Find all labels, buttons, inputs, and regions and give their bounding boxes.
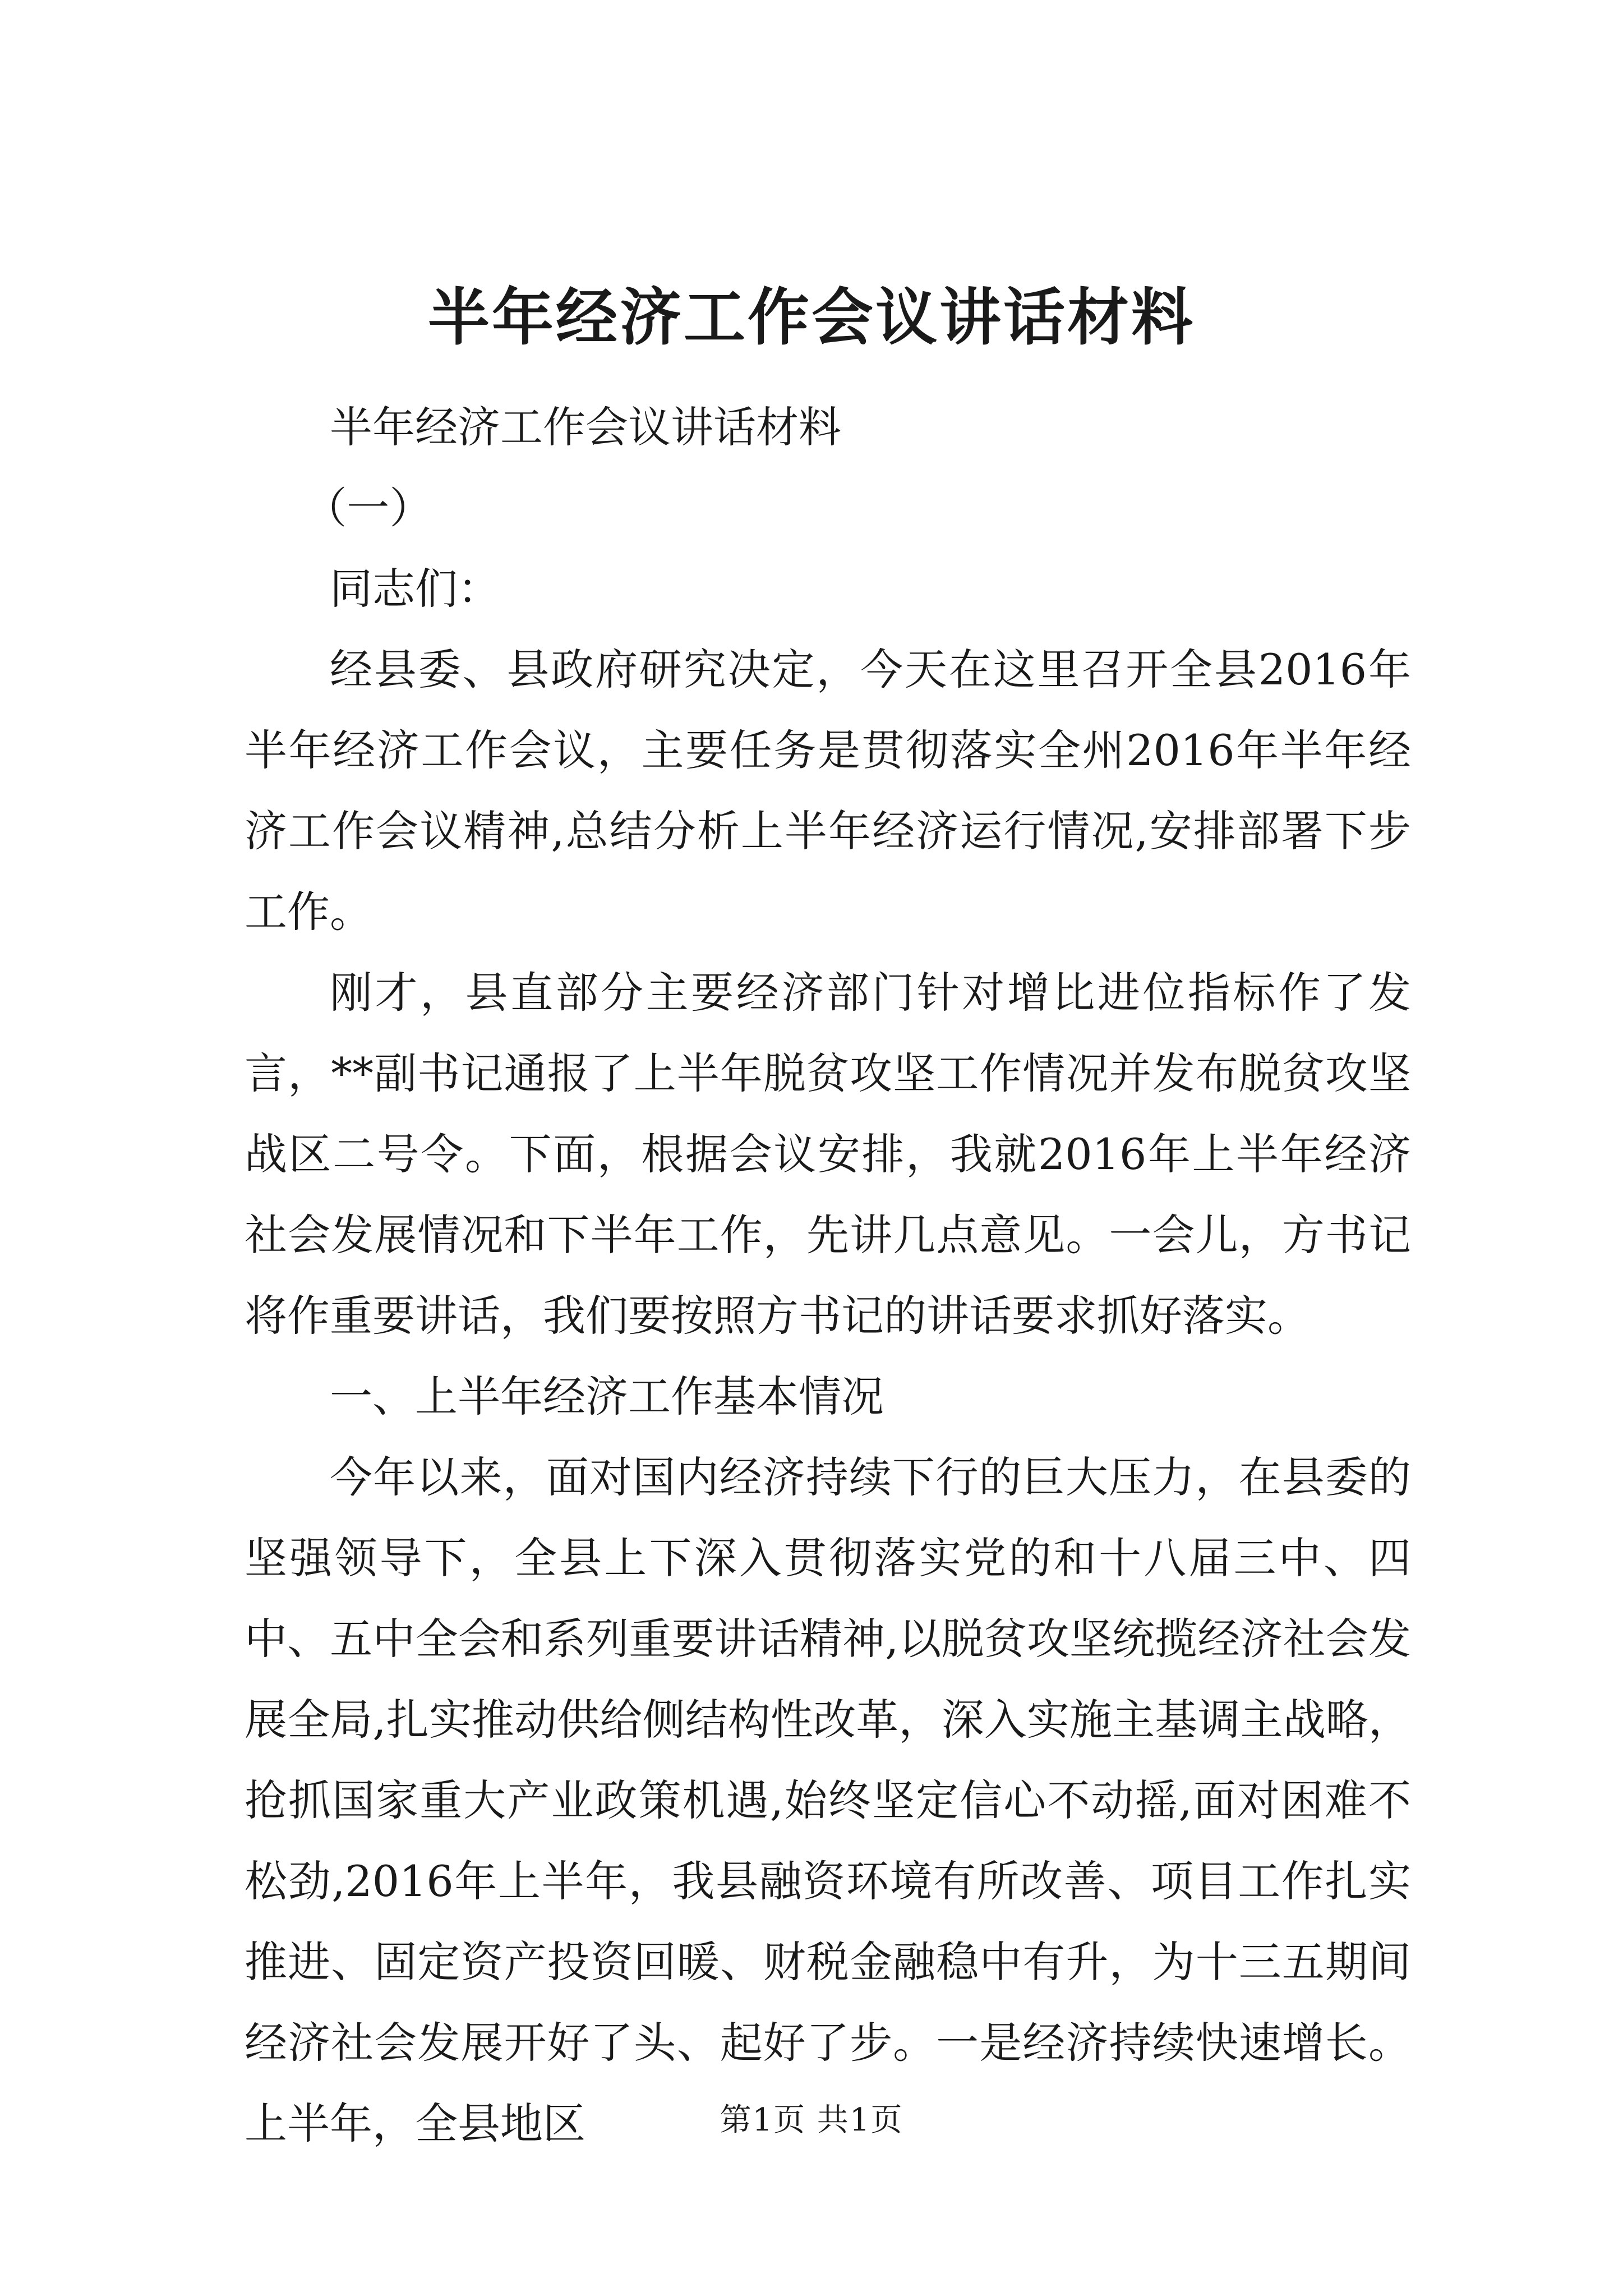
section-number-paragraph: （一） [304,483,432,533]
page-footer: 第1页 共1页 [720,2102,903,2138]
document-body [245,387,1411,2164]
section-heading: 一、上半年经济工作基本情况 [330,1372,884,1421]
body-paragraph: 今年以来，面对国内经济持续下行的巨大压力，在县委的坚强领导下，全县上下深入贯彻落实党的和十八届三中、四中、五中全会和系列重要讲话精神,以脱贫攻坚统揽经济社会发展全局,扎实推动供给侧结构性改革，深入实施主基调主战略，抢抓国家重大产业政策机遇,始终坚定信心不动摇,面对困难不松劲,2016年上半年，我县融资环境有所改善、项目工作扎实推进、固定资产投资回暖、财税金融稳中有升，为十三五期间经济社会发展开好了头、起好了步。一是经济持续快速增长。上半年，全县地区 [245,1452,1411,2148]
body-paragraph: 刚才，县直部分主要经济部门针对增比进位指标作了发言，**副书记通报了上半年脱贫攻坚工作情况并发布脱贫攻坚战区二号令。下面，根据会议安排，我就2016年上半年经济社会发展情况和下半年工作，先讲几点意见。一会儿，方书记将作重要讲话，我们要按照方书记的讲话要求抓好落实。 [245,968,1411,1341]
salutation-paragraph: 同志们： [330,564,500,614]
document-title: 半年经济工作会议讲话材料 [428,281,1195,353]
subtitle-paragraph: 半年经济工作会议讲话材料 [330,402,841,452]
body-paragraph: 经县委、县政府研究决定，今天在这里召开全县2016年半年经济工作会议，主要任务是贯彻落实全州2016年半年经济工作会议精神,总结分析上半年经济运行情况,安排部署下步工作。 [245,645,1411,937]
